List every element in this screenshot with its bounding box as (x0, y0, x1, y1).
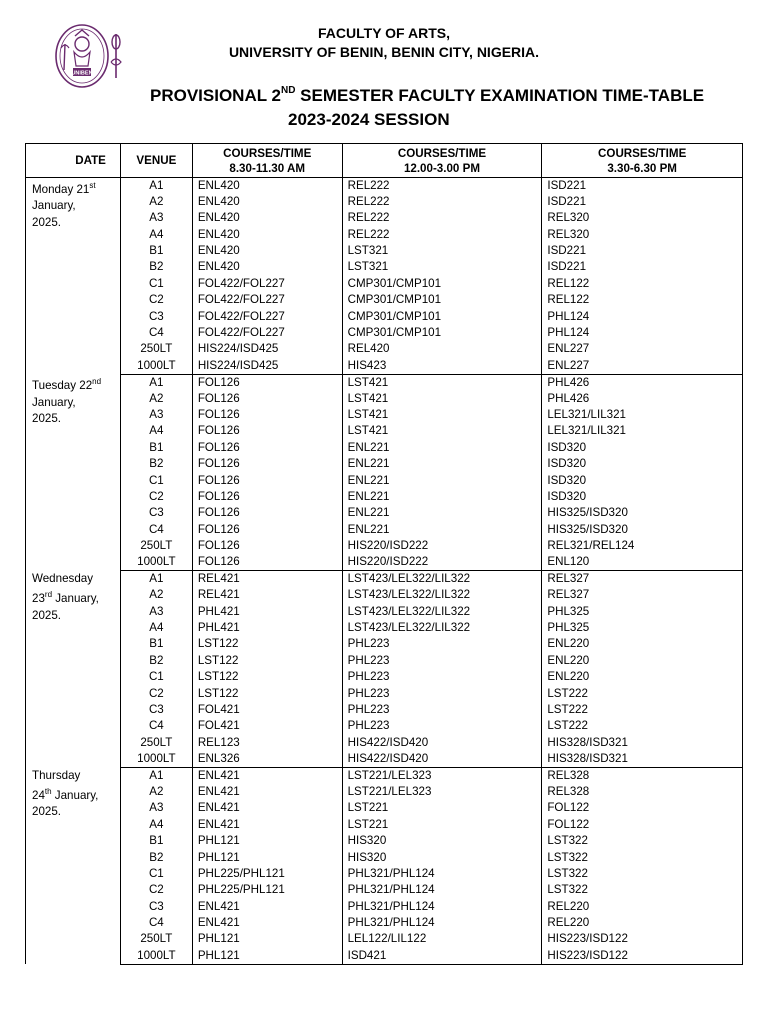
evening-course-cell: REL321/REL124 (542, 538, 743, 554)
morning-course-cell: ENL421 (192, 800, 342, 816)
table-row (26, 882, 743, 898)
venue-cell: A4 (120, 423, 192, 439)
evening-course-cell: LST222 (542, 718, 743, 734)
table-row (26, 850, 743, 866)
date-text: 24 (32, 788, 45, 802)
date-text: 2025. (32, 412, 62, 425)
exam-date (26, 768, 121, 965)
timetable-body (26, 178, 743, 965)
venue-cell: 250LT (120, 538, 192, 554)
table-row (26, 669, 743, 685)
afternoon-course-cell: HIS423 (342, 358, 542, 374)
afternoon-course-cell: LST423/LEL322/LIL322 (342, 587, 542, 603)
table-row (26, 522, 743, 538)
evening-course-cell: LST322 (542, 866, 743, 882)
venue-cell: C2 (120, 686, 192, 702)
morning-course-cell: PHL421 (192, 620, 342, 636)
table-row (26, 735, 743, 751)
evening-course-cell: ENL220 (542, 653, 743, 669)
venue-cell: C4 (120, 522, 192, 538)
date-text: 2025. (32, 215, 62, 229)
morning-course-cell: ENL420 (192, 210, 342, 226)
venue-cell: C1 (120, 669, 192, 685)
date-ordinal-suffix: th (44, 786, 52, 796)
table-row (26, 931, 743, 947)
venue-cell: 250LT (120, 735, 192, 751)
venue-cell: C3 (120, 899, 192, 915)
evening-course-cell: PHL124 (542, 325, 743, 341)
morning-course-cell: PHL225/PHL121 (192, 866, 342, 882)
afternoon-course-cell: PHL223 (342, 636, 542, 652)
afternoon-course-cell: HIS220/ISD222 (342, 538, 542, 554)
morning-course-cell: REL421 (192, 571, 342, 587)
evening-course-cell: ENL227 (542, 341, 743, 357)
afternoon-course-cell: HIS320 (342, 850, 542, 866)
table-row (26, 358, 743, 374)
venue-cell: C2 (120, 489, 192, 505)
page-title (150, 85, 704, 106)
title-prefix: PROVISIONAL 2 (150, 86, 281, 105)
date-text: January, (52, 592, 99, 606)
evening-course-cell: ISD320 (542, 489, 743, 505)
morning-course-cell: ENL420 (192, 178, 342, 194)
morning-course-cell: LST122 (192, 653, 342, 669)
column-header-morning (192, 144, 342, 178)
afternoon-course-cell: PHL223 (342, 653, 542, 669)
evening-course-cell: REL320 (542, 227, 743, 243)
table-row (26, 817, 743, 833)
table-row (26, 473, 743, 489)
faculty-name: FACULTY OF ARTS, (318, 25, 450, 41)
table-row (26, 800, 743, 816)
venue-cell: 1000LT (120, 554, 192, 570)
morning-course-cell: ENL420 (192, 243, 342, 259)
table-row (26, 489, 743, 505)
date-ordinal-suffix: rd (44, 590, 53, 600)
evening-course-cell: ISD221 (542, 178, 743, 194)
evening-course-cell: ENL220 (542, 669, 743, 685)
table-row (26, 686, 743, 702)
date-text: Tuesday 22 (32, 379, 93, 393)
venue-cell: 1000LT (120, 948, 192, 964)
column-header-date: DATE (26, 144, 121, 178)
evening-course-cell: PHL426 (542, 391, 743, 407)
evening-course-cell: REL122 (542, 292, 743, 308)
evening-course-cell: REL327 (542, 587, 743, 603)
venue-cell: A1 (120, 571, 192, 587)
afternoon-course-cell: CMP301/CMP101 (342, 276, 542, 292)
venue-cell: B1 (120, 440, 192, 456)
morning-course-cell: FOL126 (192, 473, 342, 489)
evening-course-cell: LST222 (542, 686, 743, 702)
table-row (26, 227, 743, 243)
venue-cell: 250LT (120, 341, 192, 357)
evening-course-cell: REL328 (542, 768, 743, 784)
exam-date (26, 374, 121, 571)
afternoon-course-cell: LST221/LEL323 (342, 768, 542, 784)
afternoon-course-cell: LST221 (342, 817, 542, 833)
date-text: 2025. (32, 608, 62, 622)
venue-cell: 1000LT (120, 358, 192, 374)
morning-course-cell: FOL126 (192, 538, 342, 554)
morning-course-cell: FOL422/FOL227 (192, 325, 342, 341)
table-row (26, 210, 743, 226)
evening-course-cell: HIS325/ISD320 (542, 522, 743, 538)
afternoon-course-cell: PHL321/PHL124 (342, 866, 542, 882)
venue-cell: A3 (120, 604, 192, 620)
afternoon-course-cell: REL420 (342, 341, 542, 357)
evening-course-cell: ISD221 (542, 243, 743, 259)
venue-cell: C4 (120, 325, 192, 341)
afternoon-course-cell: PHL223 (342, 718, 542, 734)
afternoon-course-cell: PHL321/PHL124 (342, 899, 542, 915)
venue-cell: A1 (120, 768, 192, 784)
column-header-afternoon (342, 144, 542, 178)
evening-course-cell: ENL220 (542, 636, 743, 652)
table-row (26, 718, 743, 734)
evening-course-cell: ISD221 (542, 194, 743, 210)
date-text: 2025. (32, 805, 62, 819)
venue-cell: A2 (120, 194, 192, 210)
table-row (26, 538, 743, 554)
column-header-evening (542, 144, 743, 178)
morning-course-cell: FOL126 (192, 407, 342, 423)
venue-cell: C4 (120, 915, 192, 931)
afternoon-course-cell: PHL223 (342, 686, 542, 702)
venue-cell: B2 (120, 850, 192, 866)
evening-course-cell: PHL426 (542, 374, 743, 390)
date-text: January, (32, 199, 76, 213)
venue-cell: C2 (120, 882, 192, 898)
venue-cell: A4 (120, 817, 192, 833)
evening-course-cell: HIS328/ISD321 (542, 751, 743, 767)
afternoon-course-cell: LST321 (342, 259, 542, 275)
afternoon-course-cell: CMP301/CMP101 (342, 325, 542, 341)
table-row (26, 325, 743, 341)
evening-course-cell: LST322 (542, 882, 743, 898)
date-text: Thursday (32, 768, 81, 782)
afternoon-course-cell: CMP301/CMP101 (342, 292, 542, 308)
evening-course-cell: HIS223/ISD122 (542, 931, 743, 947)
afternoon-course-cell: ISD421 (342, 948, 542, 964)
column-header-evening-label: COURSES/TIME (598, 146, 687, 160)
afternoon-course-cell: ENL221 (342, 505, 542, 521)
afternoon-course-cell: PHL223 (342, 669, 542, 685)
afternoon-course-cell: PHL321/PHL124 (342, 882, 542, 898)
evening-course-cell: LEL321/LIL321 (542, 423, 743, 439)
table-row (26, 259, 743, 275)
table-row (26, 604, 743, 620)
afternoon-course-cell: LST423/LEL322/LIL322 (342, 571, 542, 587)
table-row (26, 866, 743, 882)
afternoon-course-cell: HIS422/ISD420 (342, 735, 542, 751)
afternoon-course-cell: LST321 (342, 243, 542, 259)
morning-course-cell: PHL121 (192, 833, 342, 849)
afternoon-course-cell: LST421 (342, 407, 542, 423)
table-row (26, 948, 743, 964)
evening-course-cell: HIS325/ISD320 (542, 505, 743, 521)
venue-cell: C1 (120, 866, 192, 882)
table-row (26, 292, 743, 308)
morning-course-cell: FOL421 (192, 702, 342, 718)
table-row (26, 636, 743, 652)
venue-cell: B1 (120, 243, 192, 259)
evening-course-cell: PHL124 (542, 309, 743, 325)
afternoon-course-cell: LEL122/LIL122 (342, 931, 542, 947)
venue-cell: A3 (120, 407, 192, 423)
venue-cell: A2 (120, 391, 192, 407)
evening-course-cell: LST322 (542, 850, 743, 866)
venue-cell: A3 (120, 800, 192, 816)
evening-course-cell: LEL321/LIL321 (542, 407, 743, 423)
morning-course-cell: HIS224/ISD425 (192, 358, 342, 374)
venue-cell: A3 (120, 210, 192, 226)
afternoon-course-cell: LST423/LEL322/LIL322 (342, 604, 542, 620)
afternoon-course-cell: ENL221 (342, 456, 542, 472)
table-row (26, 423, 743, 439)
venue-cell: 1000LT (120, 751, 192, 767)
evening-course-cell: PHL325 (542, 604, 743, 620)
evening-course-cell: PHL325 (542, 620, 743, 636)
morning-course-cell: FOL421 (192, 718, 342, 734)
date-text: January, (32, 395, 76, 409)
afternoon-course-cell: ENL221 (342, 440, 542, 456)
afternoon-course-cell: LST421 (342, 374, 542, 390)
venue-cell: B2 (120, 259, 192, 275)
evening-course-cell: LST322 (542, 833, 743, 849)
date-text: January, (51, 788, 99, 802)
afternoon-course-cell: ENL221 (342, 489, 542, 505)
table-row (26, 374, 743, 390)
table-row (26, 899, 743, 915)
venue-cell: C1 (120, 276, 192, 292)
afternoon-course-cell: HIS422/ISD420 (342, 751, 542, 767)
morning-course-cell: FOL126 (192, 423, 342, 439)
table-row (26, 309, 743, 325)
evening-course-cell: ISD221 (542, 259, 743, 275)
table-row (26, 178, 743, 194)
title-suffix: SEMESTER FACULTY EXAMINATION TIME-TABLE (295, 86, 705, 105)
table-row (26, 391, 743, 407)
afternoon-course-cell: CMP301/CMP101 (342, 309, 542, 325)
column-header-morning-time: 8.30-11.30 AM (229, 161, 306, 175)
morning-course-cell: PHL121 (192, 850, 342, 866)
afternoon-course-cell: REL222 (342, 194, 542, 210)
table-row (26, 768, 743, 784)
morning-course-cell: PHL121 (192, 948, 342, 964)
morning-course-cell: ENL421 (192, 817, 342, 833)
morning-course-cell: HIS224/ISD425 (192, 341, 342, 357)
table-row (26, 505, 743, 521)
venue-cell: A2 (120, 784, 192, 800)
table-row (26, 194, 743, 210)
morning-course-cell: REL123 (192, 735, 342, 751)
morning-course-cell: FOL126 (192, 391, 342, 407)
table-header-row (26, 144, 743, 178)
afternoon-course-cell: PHL223 (342, 702, 542, 718)
morning-course-cell: REL421 (192, 587, 342, 603)
exam-date (26, 571, 121, 768)
morning-course-cell: FOL126 (192, 374, 342, 390)
date-text: Wednesday (32, 571, 94, 585)
session-label: 2023-2024 SESSION (288, 110, 450, 129)
evening-course-cell: ENL120 (542, 554, 743, 570)
morning-course-cell: PHL121 (192, 931, 342, 947)
evening-course-cell: REL320 (542, 210, 743, 226)
column-header-venue: VENUE (120, 144, 192, 178)
table-row (26, 276, 743, 292)
morning-course-cell: FOL126 (192, 554, 342, 570)
evening-course-cell: FOL122 (542, 800, 743, 816)
venue-cell: B2 (120, 456, 192, 472)
afternoon-course-cell: ENL221 (342, 522, 542, 538)
evening-course-cell: FOL122 (542, 817, 743, 833)
morning-course-cell: FOL126 (192, 489, 342, 505)
evening-course-cell: REL220 (542, 899, 743, 915)
table-row (26, 620, 743, 636)
table-row (26, 833, 743, 849)
table-row (26, 751, 743, 767)
afternoon-course-cell: REL222 (342, 178, 542, 194)
column-header-morning-label: COURSES/TIME (223, 146, 312, 160)
table-row (26, 554, 743, 570)
column-header-evening-time: 3.30-6.30 PM (607, 161, 677, 175)
evening-course-cell: ENL227 (542, 358, 743, 374)
venue-cell: A2 (120, 587, 192, 603)
date-text: Monday 21 (32, 183, 90, 196)
title-superscript: ND (281, 85, 296, 96)
morning-course-cell: LST122 (192, 669, 342, 685)
afternoon-course-cell: LST221/LEL323 (342, 784, 542, 800)
afternoon-course-cell: REL222 (342, 210, 542, 226)
venue-cell: C3 (120, 505, 192, 521)
venue-cell: A4 (120, 227, 192, 243)
morning-course-cell: FOL126 (192, 505, 342, 521)
morning-course-cell: FOL126 (192, 440, 342, 456)
morning-course-cell: FOL422/FOL227 (192, 292, 342, 308)
morning-course-cell: PHL225/PHL121 (192, 882, 342, 898)
morning-course-cell: ENL420 (192, 227, 342, 243)
venue-cell: B1 (120, 636, 192, 652)
table-row (26, 243, 743, 259)
table-row (26, 702, 743, 718)
table-row (26, 587, 743, 603)
evening-course-cell: ISD320 (542, 440, 743, 456)
venue-cell: B1 (120, 833, 192, 849)
table-row (26, 784, 743, 800)
crest-lettering: UNIBEN (71, 70, 93, 77)
morning-course-cell: FOL126 (192, 522, 342, 538)
evening-course-cell: HIS328/ISD321 (542, 735, 743, 751)
afternoon-course-cell: HIS320 (342, 833, 542, 849)
venue-cell: C4 (120, 718, 192, 734)
morning-course-cell: ENL421 (192, 899, 342, 915)
evening-course-cell: REL327 (542, 571, 743, 587)
venue-cell: A4 (120, 620, 192, 636)
table-row (26, 407, 743, 423)
exam-date (26, 178, 121, 375)
table-row (26, 571, 743, 587)
evening-course-cell: LST222 (542, 702, 743, 718)
table-row (26, 440, 743, 456)
morning-course-cell: ENL421 (192, 784, 342, 800)
venue-cell: C1 (120, 473, 192, 489)
afternoon-course-cell: LST221 (342, 800, 542, 816)
morning-course-cell: FOL422/FOL227 (192, 276, 342, 292)
morning-course-cell: FOL422/FOL227 (192, 309, 342, 325)
afternoon-course-cell: LST421 (342, 423, 542, 439)
exam-timetable (25, 143, 743, 965)
evening-course-cell: REL220 (542, 915, 743, 931)
date-text: 23 (32, 592, 45, 606)
morning-course-cell: LST122 (192, 636, 342, 652)
afternoon-course-cell: HIS220/ISD222 (342, 554, 542, 570)
table-row (26, 915, 743, 931)
morning-course-cell: ENL421 (192, 915, 342, 931)
date-ordinal-suffix: st (89, 181, 96, 190)
afternoon-course-cell: REL222 (342, 227, 542, 243)
morning-course-cell: ENL420 (192, 259, 342, 275)
evening-course-cell: ISD320 (542, 456, 743, 472)
evening-course-cell: REL122 (542, 276, 743, 292)
date-ordinal-suffix: nd (92, 377, 102, 387)
venue-cell: B2 (120, 653, 192, 669)
morning-course-cell: ENL326 (192, 751, 342, 767)
afternoon-course-cell: ENL221 (342, 473, 542, 489)
column-header-afternoon-label: COURSES/TIME (397, 146, 487, 160)
table-row (26, 456, 743, 472)
venue-cell: 250LT (120, 931, 192, 947)
venue-cell: C2 (120, 292, 192, 308)
table-row (26, 653, 743, 669)
morning-course-cell: LST122 (192, 686, 342, 702)
evening-course-cell: HIS223/ISD122 (542, 948, 743, 964)
university-name: UNIVERSITY OF BENIN, BENIN CITY, NIGERIA. (228, 44, 540, 60)
venue-cell: C3 (120, 309, 192, 325)
table-row (26, 341, 743, 357)
morning-course-cell: ENL421 (192, 768, 342, 784)
morning-course-cell: FOL126 (192, 456, 342, 472)
venue-cell: A1 (120, 178, 192, 194)
afternoon-course-cell: LST423/LEL322/LIL322 (342, 620, 542, 636)
evening-course-cell: ISD320 (542, 473, 743, 489)
venue-cell: C3 (120, 702, 192, 718)
afternoon-course-cell: PHL321/PHL124 (342, 915, 542, 931)
morning-course-cell: PHL421 (192, 604, 342, 620)
morning-course-cell: ENL420 (192, 194, 342, 210)
venue-cell: A1 (120, 374, 192, 390)
column-header-afternoon-time: 12.00-3.00 PM (403, 161, 480, 175)
afternoon-course-cell: LST421 (342, 391, 542, 407)
evening-course-cell: REL328 (542, 784, 743, 800)
